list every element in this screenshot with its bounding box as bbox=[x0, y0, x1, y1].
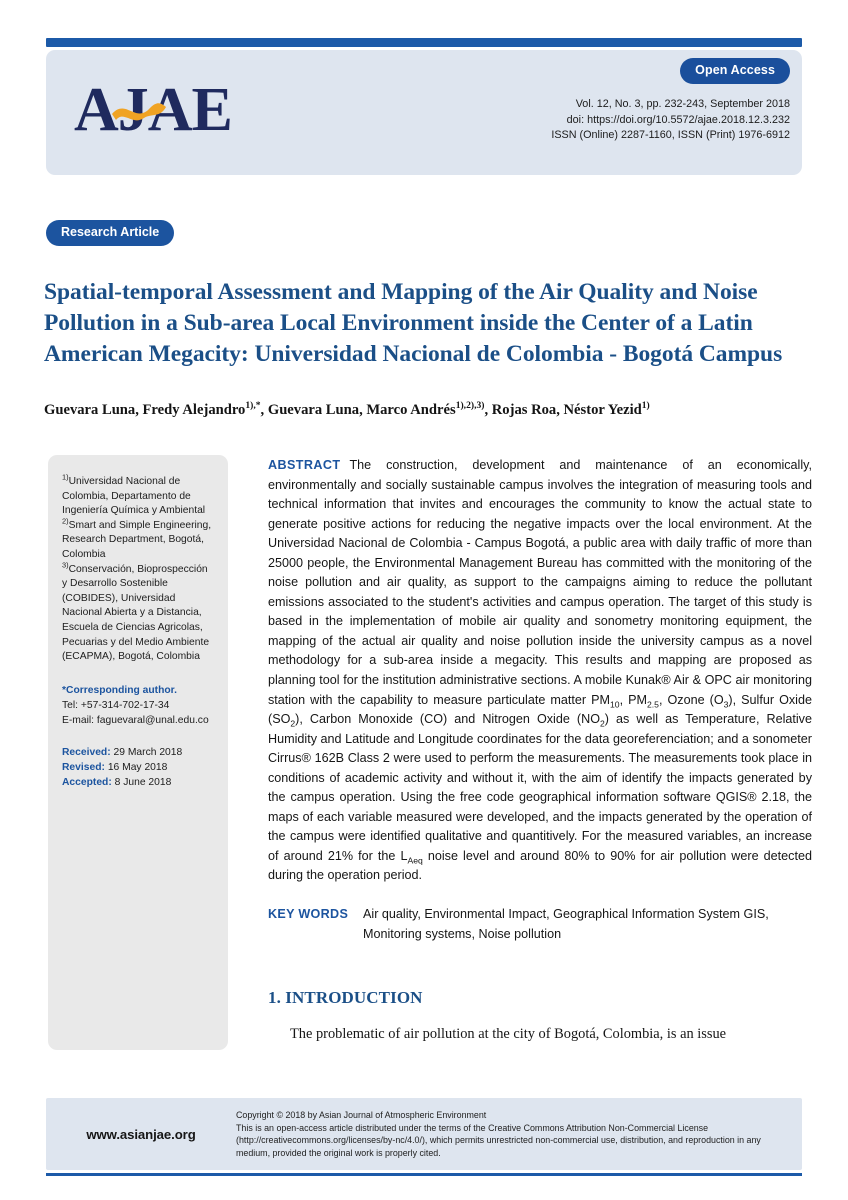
date-received-value: 29 March 2018 bbox=[113, 746, 183, 758]
issue-doi-line: doi: https://doi.org/10.5572/ajae.2018.12.3.232 bbox=[566, 113, 790, 126]
corresponding-author-heading: *Corresponding author. bbox=[62, 684, 177, 696]
abstract-text: The construction, development and maintenance of an economically, environmentally and socially sustainable campus involves the integration of measuring tools and technical information that invites and encourages the community to know the actual state to generate positive actions for reducing the negative impacts over the local environment. At the Universidad Nacional de Colombia - Campus Bogotá, a public area with daily traffic of more than 25000 people, the Environmental Management Bureau has committed with the monitoring of the noise pollution and air quality, as support to the campaigns aiming to reduce the pollutant emissions associated to the student's activities and campus operation. The target of this study is based in the implementation of mobile air quality and sonometry monitoring equipment, the mapping of the actual air quality and noise pollution inside the university campus as a novel methodology for a sub-area inside a megacity. This results and mapping are proposed as planning tool for the institution administrative sections. A mobile Kunak® Air & OPC air monitoring station with the capability to measure particulate matter $PM_{10}$, $PM_{2.5}$, Ozone $(O_3)$, Sulfur Oxide $(SO_2)$, Carbon Monoxide (CO) and Nitrogen Oxide $(NO_2)$ as well as Temperature, Relative Humidity and Latitude and Longitude coordinates for the data georeferenciation; and a sonometer Cirrus® 162B Class 2 were used to perform the measurements. The measurements took place in conditions of academic activity and without it, with the aim of identify the impacts generated by the campus operation. Using the free code geographical information software QGIS® 2.18, the maps of each variable measured were developed, and the impacts generated by the operation of the campus were identified qualitative and quantitively. For the measured variables, an increase of around 21% for the $L_{Aeq}$ noise level and around 80% to 90% for air pollution were detected during the operation period. bbox=[268, 458, 812, 883]
keywords-section bbox=[268, 905, 812, 944]
copyright-line: Copyright © 2018 by Asian Journal of Atmospheric Environment bbox=[236, 1110, 487, 1120]
affiliations-list: $^{1)}$Universidad Nacional de Colombia, Departamento de Ingeniería Química y Ambiental $^{2)}$Smart and Simple Engineering, Research Department, Bogotá, Colombia $^{3)}$Conservación, Bioprospección y Desarrollo Sostenible (COBIDES), Universidad Nacional Abierta y a Distancia, Escuela de Ciencias Agricolas, Pecuarias y del Medio Ambiente (ECAPMA), Bogotá, Colombia bbox=[62, 472, 212, 663]
article-type-badge: Research Article bbox=[46, 220, 174, 246]
date-revised bbox=[62, 760, 214, 775]
ajae-logo bbox=[74, 74, 264, 148]
journal-website[interactable]: www.asianjae.org bbox=[86, 1126, 196, 1142]
corresponding-author-email: E-mail: faguevaral@unal.edu.co bbox=[62, 714, 209, 726]
affiliation-sidebar bbox=[48, 455, 228, 1050]
svg-text:AJAE: AJAE bbox=[74, 76, 232, 144]
date-received-label: Received: bbox=[62, 746, 111, 758]
date-revised-label: Revised: bbox=[62, 761, 105, 773]
article-dates bbox=[62, 745, 214, 790]
issue-issn-line: ISSN (Online) 2287-1160, ISSN (Print) 1976-6912 bbox=[551, 129, 790, 141]
issue-volume-line: Vol. 12, No. 3, pp. 232-243, September 2018 bbox=[575, 98, 790, 110]
corresponding-author-block bbox=[62, 683, 214, 728]
date-accepted-label: Accepted: bbox=[62, 776, 112, 788]
section-heading-introduction: 1. INTRODUCTION bbox=[268, 988, 423, 1008]
footer-license-text bbox=[236, 1109, 802, 1159]
keywords-text: Air quality, Environmental Impact, Geographical Information System GIS, Monitoring systems, Noise pollution bbox=[363, 907, 769, 941]
footer-panel bbox=[46, 1098, 802, 1170]
keywords-label: KEY WORDS bbox=[268, 907, 349, 922]
masthead-top-rule bbox=[46, 38, 802, 47]
page-title: Spatial-temporal Assessment and Mapping of the Air Quality and Noise Pollution in a Sub-area Local Environment inside the Center of a Latin American Megacity: Universidad Nacional de Colombia - Bogotá Campus bbox=[44, 278, 783, 367]
date-accepted-value: 8 June 2018 bbox=[114, 776, 172, 788]
abstract-label: ABSTRACT bbox=[268, 458, 341, 472]
date-accepted bbox=[62, 775, 214, 790]
footer-bottom-rule bbox=[46, 1173, 802, 1176]
date-revised-value: 16 May 2018 bbox=[107, 761, 168, 773]
page-footer bbox=[46, 1098, 802, 1176]
license-line: This is an open-access article distributed under the terms of the Creative Commons Attribution Non-Commercial License (http://creativecommons.org/licenses/by-nc/4.0/), which permits unrestricted non-commercial use, distribution, and reproduction in any medium, provided the original work is properly cited. bbox=[236, 1122, 761, 1158]
journal-masthead bbox=[46, 38, 802, 175]
author-list: Guevara Luna, Fredy Alejandro$^{1),*}$, Guevara Luna, Marco Andrés$^{1),2),3)}$, Rojas Roa, Néstor Yezid$^{1)}$ bbox=[44, 400, 650, 418]
corresponding-author-tel: Tel: +57-314-702-17-34 bbox=[62, 699, 170, 711]
abstract-section bbox=[268, 456, 812, 886]
issue-information bbox=[551, 97, 790, 144]
masthead-panel bbox=[46, 50, 802, 175]
open-access-badge: Open Access bbox=[680, 58, 790, 84]
abstract-column bbox=[268, 456, 812, 1059]
introduction-paragraph: The problematic of air pollution at the city of Bogotá, Colombia, is an issue bbox=[290, 1026, 727, 1043]
date-received bbox=[62, 745, 214, 760]
